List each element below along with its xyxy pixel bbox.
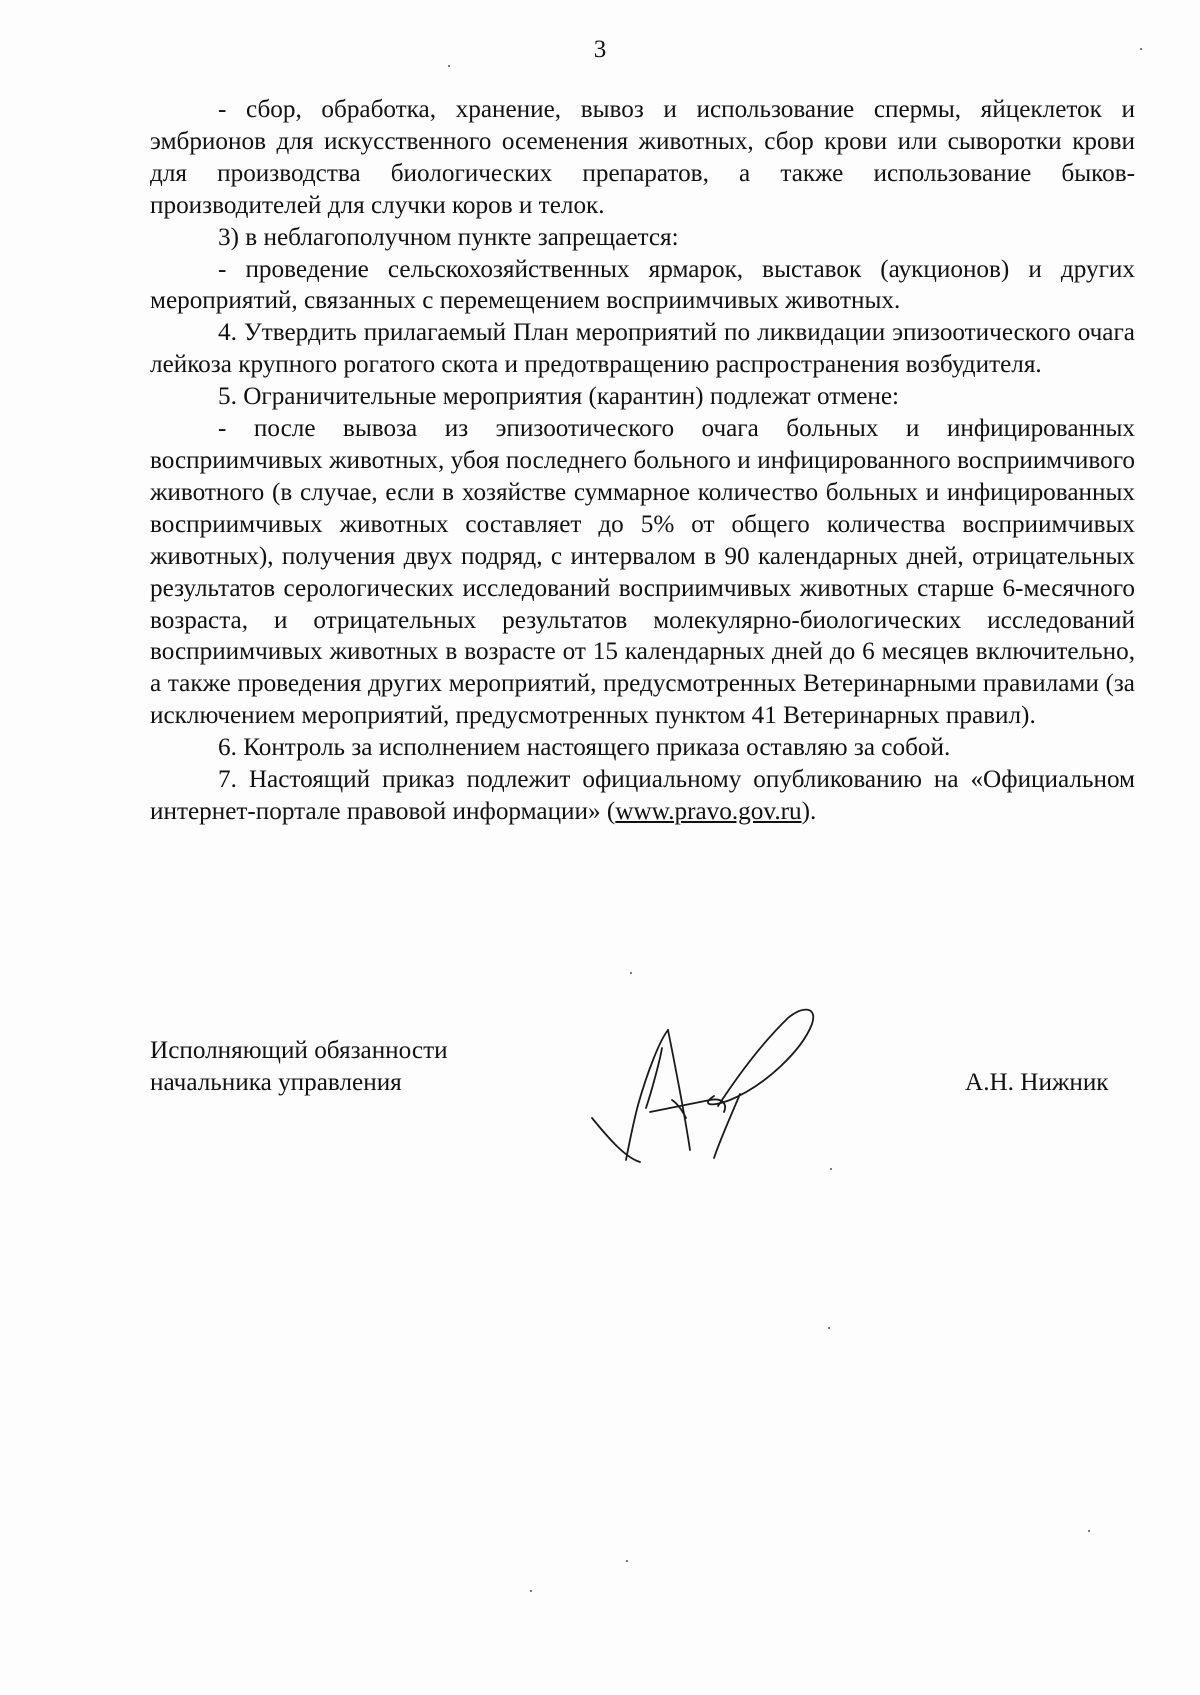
scan-speck (1088, 1530, 1090, 1532)
signatory-title-line2: начальника управления (150, 1069, 402, 1096)
scan-speck (1140, 48, 1142, 50)
scan-speck (630, 972, 632, 974)
scan-speck (626, 1560, 628, 1562)
paragraph-publication (150, 764, 1135, 828)
publication-tail: ). (801, 797, 817, 825)
paragraph-cancel-conditions: - после вывоза из эпизоотического очага больных и инфицированных восприимчивых животных, убоя последнего больного и инфицированного восприимчивого животного (в случае, если в хозяйстве суммарное количество больных и инфицированных восприимчивых животных составляет до 5% от общего количества восприимчивых животных), получения двух подряд, с интервалом в 90 календарных дней, отрицательных результатов серологических исследований восприимчивых животных старше 6-месячного возраста, и отрицательных результатов молекулярно-биологических исследований восприимчивых животных в возрасте от 15 календарных дней до 6 месяцев включительно, а также проведения других мероприятий, предусмотренных Ветеринарными правилами (за исключением мероприятий, предусмотренных пунктом 41 Ветеринарных правил). (150, 415, 1135, 730)
scan-speck (828, 1327, 830, 1329)
document-body (150, 94, 1135, 828)
handwritten-signature (590, 1000, 830, 1175)
scan-speck (830, 1168, 832, 1170)
paragraph-fairs-prohibition: - проведение сельскохозяйственных ярмарок, выставок (аукционов) и других мероприятий, связанных с перемещением восприимчивых животных. (150, 255, 1135, 315)
page-number: 3 (593, 36, 607, 63)
paragraph-quarantine-cancel: 5. Ограничительные мероприятия (карантин) подлежат отмене: (218, 383, 900, 411)
signatory-title (150, 1035, 448, 1099)
signatory-name: А.Н. Нижник (965, 1069, 1109, 1096)
paragraph-control: 6. Контроль за исполнением настоящего приказа оставляю за собой. (218, 734, 951, 762)
scan-speck (530, 1590, 532, 1592)
paragraph-prohibited-header: 3) в неблагополучном пункте запрещается: (218, 223, 679, 251)
paragraph-approve-plan: 4. Утвердить прилагаемый План мероприятий по ликвидации эпизоотического очага лейкоза крупного рогатого скота и предотвращению распространения возбудителя. (150, 319, 1135, 379)
scan-speck (448, 65, 450, 67)
paragraph-semen-collection: - сбор, обработка, хранение, вывоз и использование спермы, яйцеклеток и эмбрионов для искусственного осеменения животных, сбор крови или сыворотки крови для производства биологических препаратов, а также использование быков-производителей для случки коров и телок. (150, 96, 1135, 219)
signatory-title-line1: Исполняющий обязанности (150, 1037, 448, 1064)
publication-text: 7. Настоящий приказ подлежит официальному опубликованию на «Официальном интернет-портале правовой информации» ( (150, 766, 1135, 825)
pravo-link[interactable]: www.pravo.gov.ru (615, 797, 802, 825)
